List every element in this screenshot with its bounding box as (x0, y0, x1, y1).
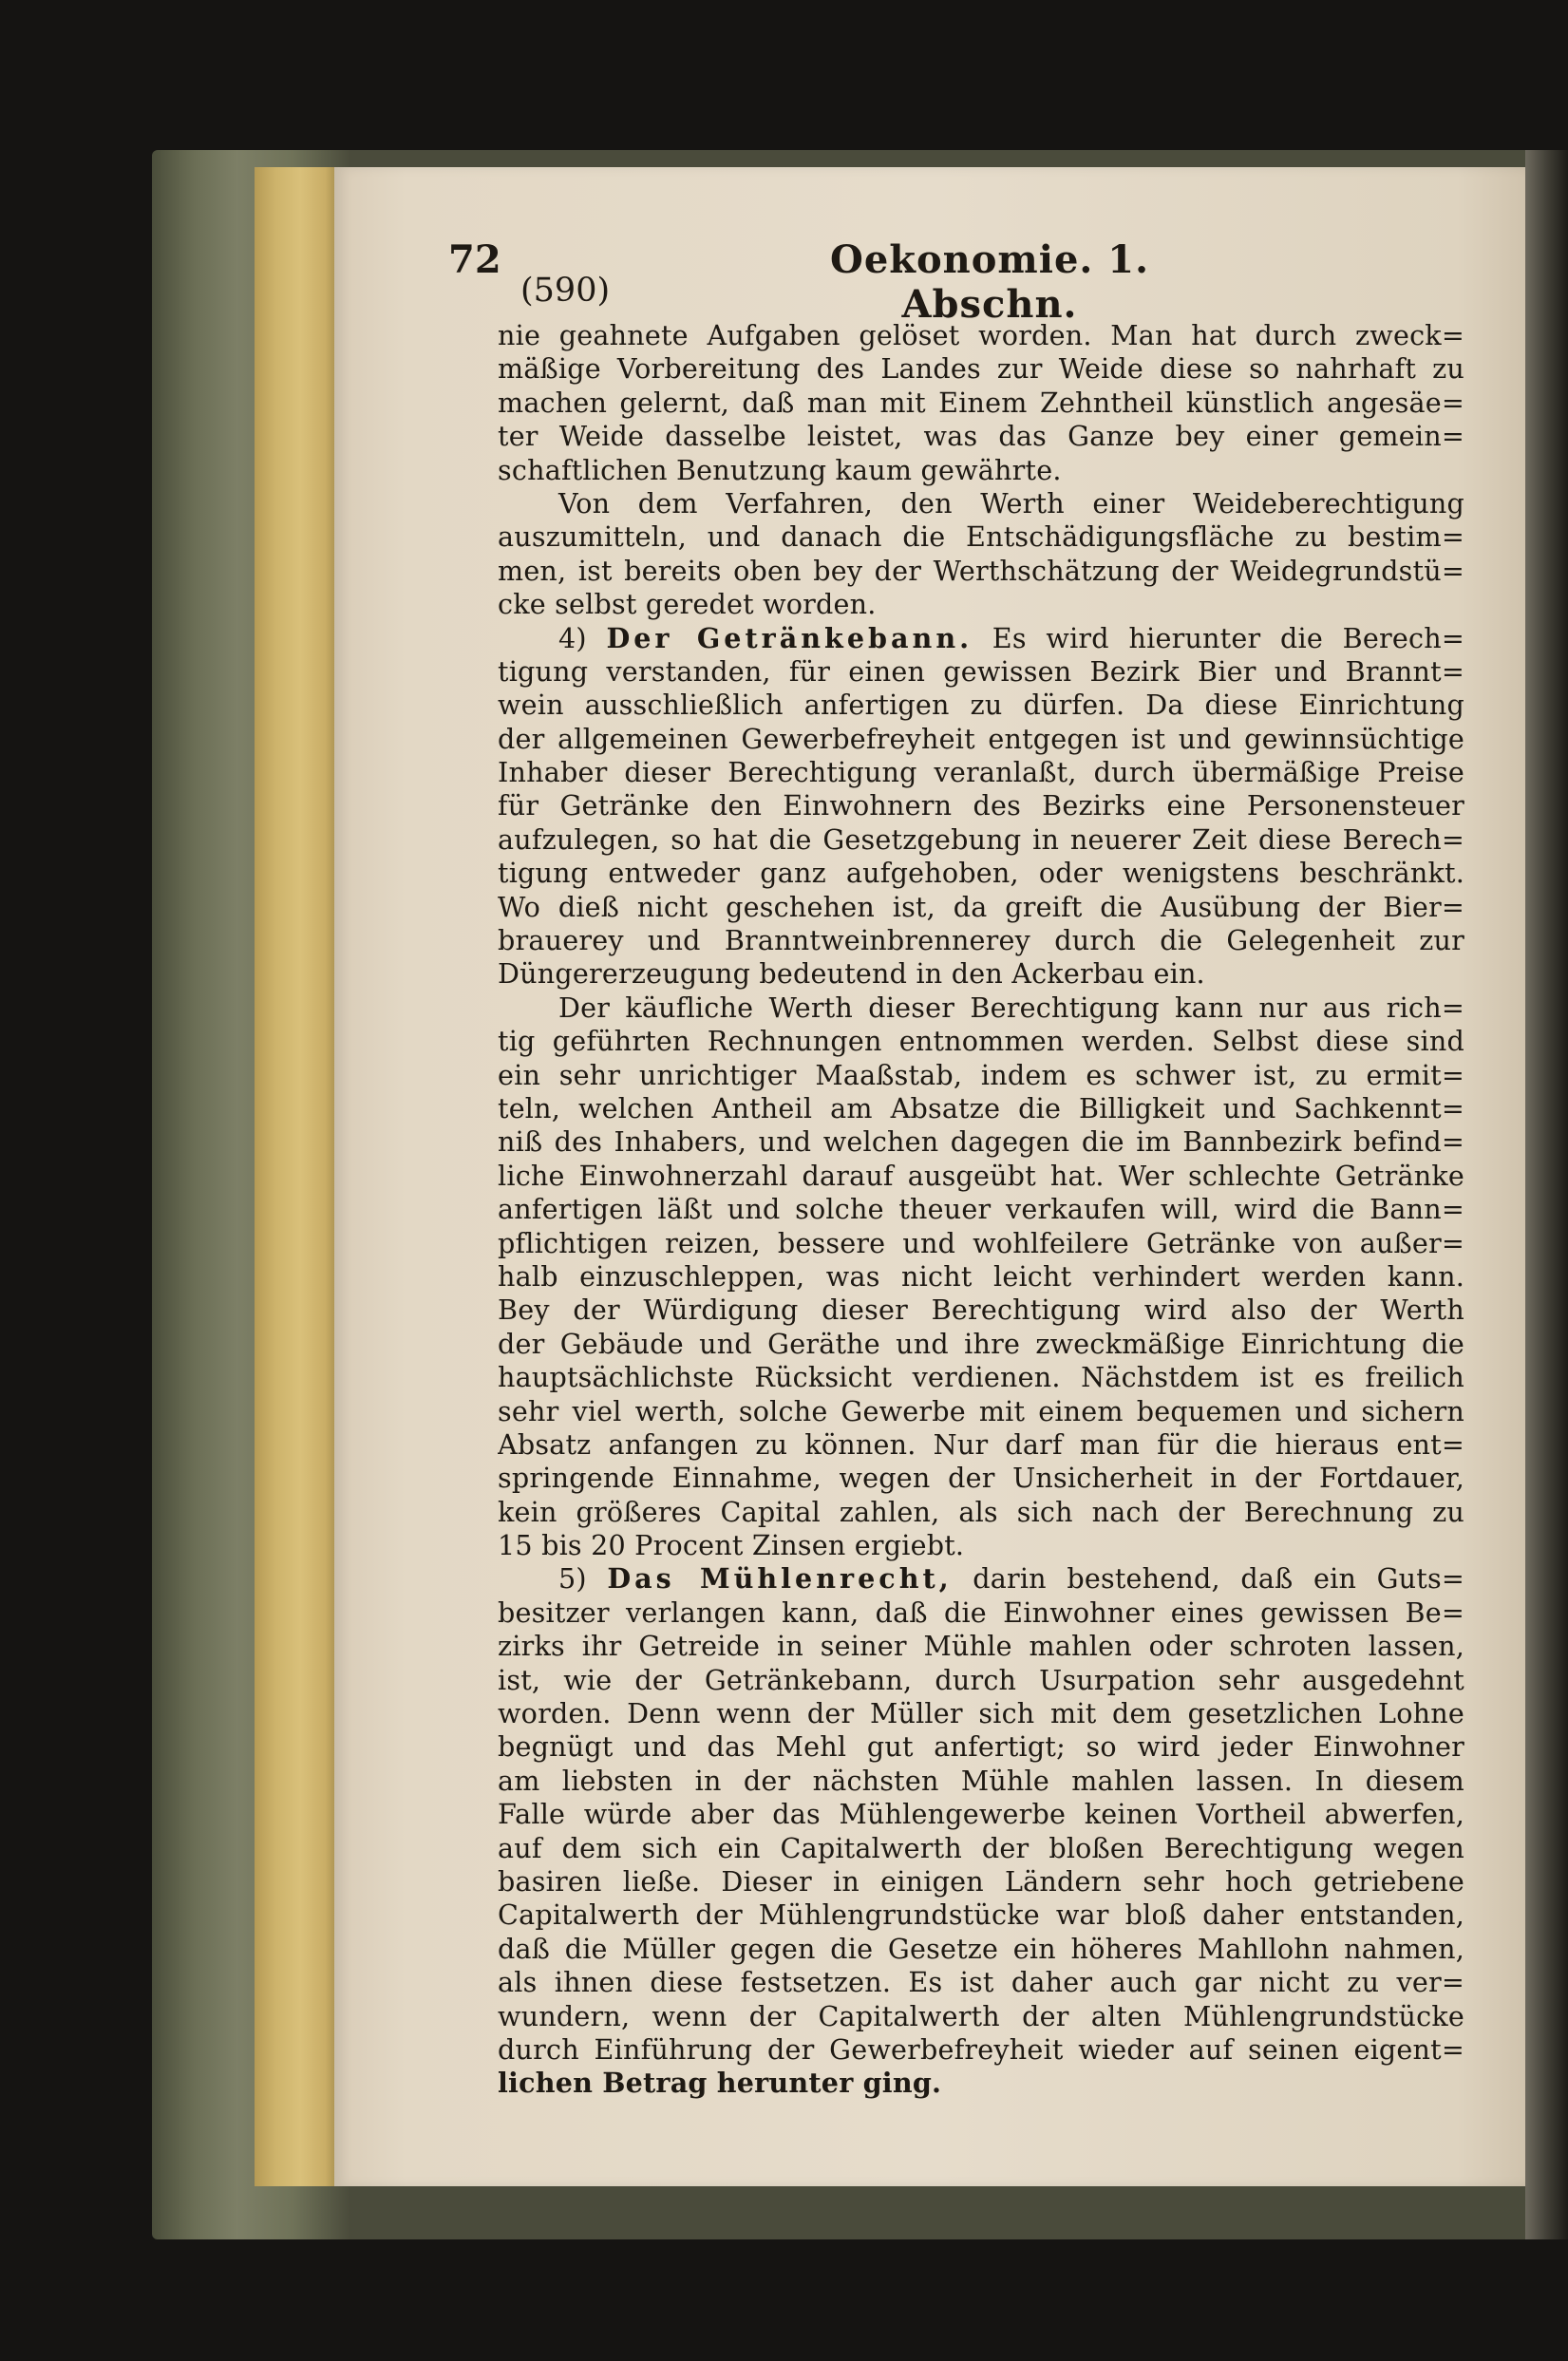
text-line: der allgemeinen Gewerbefreyheit entgegen ist und gewinnsüchtige (498, 722, 1464, 755)
text-line: Bey der Würdigung dieser Berechtigung wird also der Werth (498, 1294, 1464, 1327)
text-line: begnügt und das Mehl gut anfertigt; so wird jeder Einwohner (498, 1730, 1464, 1764)
text-line: als ihnen diese festsetzen. Es ist daher auch gar nicht zu ver= (498, 1966, 1464, 1999)
text-line: Falle würde aber das Mühlengewerbe keinen Vortheil abwerfen, (498, 1798, 1464, 1831)
text-line: teln, welchen Antheil am Absatze die Billigkeit und Sachkennt= (498, 1091, 1464, 1124)
text-line: auf dem sich ein Capitalwerth der bloßen Berechtigung wegen (498, 1831, 1464, 1864)
text-line: anfertigen läßt und solche theuer verkaufen will, wird die Bann= (498, 1193, 1464, 1226)
text-line: Von dem Verfahren, den Werth einer Weideberechtigung (558, 486, 1464, 519)
text-line: ter Weide dasselbe leistet, was das Ganze bey einer gemein= (498, 420, 1464, 453)
text-line: durch Einführung der Gewerbefreyheit wieder auf seinen eigent= (498, 2032, 1464, 2066)
text-line: nie geahnete Aufgaben gelöset worden. Man hat durch zweck= (498, 319, 1464, 351)
body-text (498, 319, 1464, 2101)
item-number: 4) (558, 621, 607, 654)
text-line: daß die Müller gegen die Gesetze ein höheres Mahllohn nahmen, (498, 1932, 1464, 1965)
text-line: pflichtigen reizen, bessere und wohlfeilere Getränke von außer= (498, 1226, 1464, 1259)
running-head: Oekonomie. 1. Abschn. (829, 237, 1150, 327)
text-line: lichen Betrag herunter ging. (498, 2067, 942, 2100)
text-line: tigung verstanden, für einen gewissen Bezirk Bier und Brannt= (498, 654, 1464, 688)
section-term: Der Getränkebann. (606, 621, 973, 654)
text-line: ist, wie der Getränkebann, durch Usurpation sehr ausgedehnt (498, 1663, 1464, 1696)
text-line-muehlenrecht (498, 1562, 1464, 1596)
text-line: besitzer verlangen kann, daß die Einwohner eines gewissen Be= (498, 1596, 1464, 1629)
text-line: Absatz anfangen zu können. Nur darf man für die hieraus ent= (498, 1427, 1464, 1461)
text-line: für Getränke den Einwohnern des Bezirks eine Personensteuer (498, 789, 1464, 822)
line-rest: darin bestehend, daß ein Guts= (952, 1562, 1464, 1596)
text-line: mäßige Vorbereitung des Landes zur Weide diese so nahrhaft zu (498, 352, 1464, 386)
section-term: Das Mühlenrecht, (607, 1562, 953, 1596)
text-line: zirks ihr Getreide in seiner Mühle mahlen oder schroten lassen, (498, 1630, 1464, 1663)
text-line: Inhaber dieser Berechtigung veranlaßt, durch übermäßige Preise (498, 756, 1464, 789)
text-line-getraenkebann (498, 622, 1464, 655)
page-edge (255, 167, 338, 2186)
text-line: niß des Inhabers, und welchen dagegen die im Bannbezirk befind= (498, 1125, 1464, 1159)
text-line: ein sehr unrichtiger Maaßstab, indem es schwer ist, zu ermit= (498, 1058, 1464, 1091)
text-line: 15 bis 20 Procent Zinsen ergiebt. (498, 1529, 965, 1562)
text-line: men, ist bereits oben bey der Werthschätzung der Weidegrundstü= (498, 554, 1464, 587)
text-line: tig geführten Rechnungen entnommen werden. Selbst diese sind (498, 1025, 1464, 1058)
text-line: halb einzuschleppen, was nicht leicht verhindert werden kann. (498, 1259, 1464, 1293)
text-line: Capitalwerth der Mühlengrundstücke war bloß daher entstanden, (498, 1898, 1464, 1932)
text-line: Düngererzeugung bedeutend in den Ackerbau ein. (498, 957, 1205, 991)
text-line: Wo dieß nicht geschehen ist, da greift die Ausübung der Bier= (498, 890, 1464, 923)
item-number: 5) (558, 1562, 608, 1596)
section-marker: (590) (520, 272, 611, 310)
right-binding (1525, 150, 1568, 2239)
text-line: am liebsten in der nächsten Mühle mahlen lassen. In diesem (498, 1764, 1464, 1797)
text-line: cke selbst geredet worden. (498, 588, 877, 621)
text-line: tigung entweder ganz aufgehoben, oder wenigstens beschränkt. (498, 857, 1464, 890)
text-line: auszumitteln, und danach die Entschädigungsfläche zu bestim= (498, 520, 1464, 554)
text-line: basiren ließe. Dieser in einigen Ländern sehr hoch getriebene (498, 1864, 1464, 1898)
text-line: liche Einwohnerzahl darauf ausgeübt hat. Wer schlechte Getränke (498, 1159, 1464, 1192)
text-line: wundern, wenn der Capitalwerth der alten Mühlengrundstücke (498, 1999, 1464, 2032)
line-rest: Es wird hierunter die Berech= (973, 621, 1464, 654)
text-line: hauptsächlichste Rücksicht verdienen. Nächstdem ist es freilich (498, 1361, 1464, 1394)
text-line: wein ausschließlich anfertigen zu dürfen. Da diese Einrichtung (498, 689, 1464, 722)
text-line: schaftlichen Benutzung kaum gewährte. (498, 453, 1062, 486)
text-line: kein größeres Capital zahlen, als sich nach der Berechnung zu (498, 1495, 1464, 1528)
text-line: springende Einnahme, wegen der Unsicherheit in der Fortdauer, (498, 1462, 1464, 1495)
text-line: machen gelernt, daß man mit Einem Zehntheil künstlich angesäe= (498, 386, 1464, 419)
page-number: 72 (448, 237, 501, 282)
text-line: der Gebäude und Geräthe und ihre zweckmäßige Einrichtung die (498, 1327, 1464, 1360)
text-line: sehr viel werth, solche Gewerbe mit einem bequemen und sichern (498, 1394, 1464, 1427)
text-line: worden. Denn wenn der Müller sich mit dem gesetzlichen Lohne (498, 1697, 1464, 1730)
text-line: aufzulegen, so hat die Gesetzgebung in neuerer Zeit diese Berech= (498, 822, 1464, 856)
text-line: Der käufliche Werth dieser Berechtigung kann nur aus rich= (558, 991, 1464, 1024)
text-line: brauerey und Branntweinbrennerey durch die Gelegenheit zur (498, 924, 1464, 957)
